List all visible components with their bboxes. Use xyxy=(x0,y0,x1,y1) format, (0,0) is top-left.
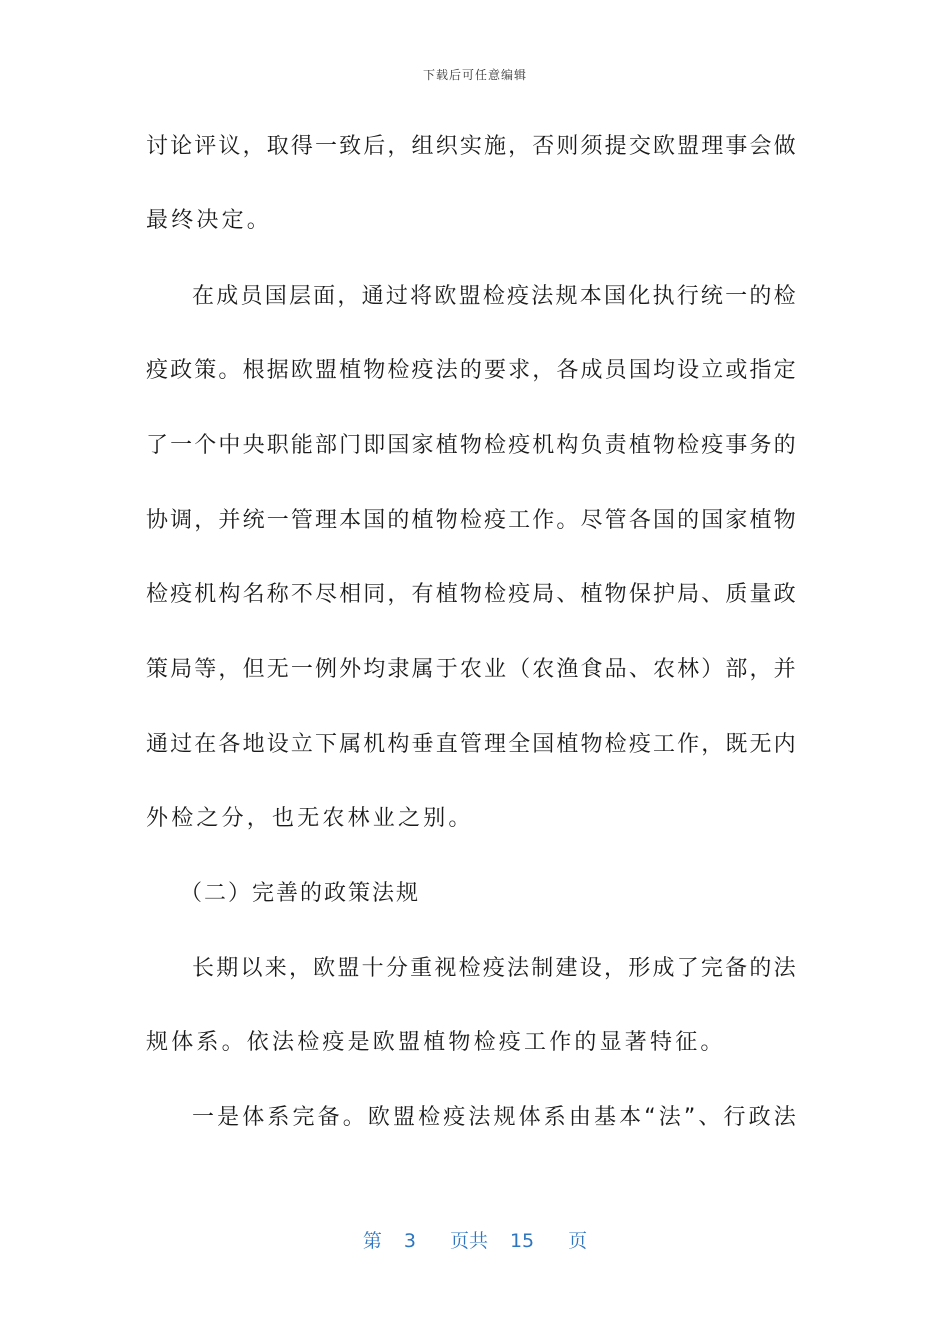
paragraph-line: 通 过 在 各 地 设 立 下 属 机 构 垂 直 管 理 全 国 植 物 检 疫 工 作 ， 既 无 内 xyxy=(146,732,796,757)
paragraph-line: 长 期 以 来 ， 欧 盟 十 分 重 视 检 疫 法 制 建 设 ， 形 成 了 完 备 的 法 xyxy=(192,956,796,981)
page-footer xyxy=(0,1226,950,1253)
page-header: 下载后可任意编辑 xyxy=(422,68,527,82)
page-number: 3 xyxy=(403,1230,416,1252)
paragraph-line: 最终决定。 xyxy=(146,208,273,233)
paragraph-line: 一 是 体 系 完 备 。 欧 盟 检 疫 法 规 体 系 由 基 本 “ 法 ” 、 行 政 法 xyxy=(192,1105,796,1130)
page-label-mid: 页共 xyxy=(449,1230,488,1252)
paragraph-line: 检 疫 机 构 名 称 不 尽 相 同 ， 有 植 物 检 疫 局 、 植 物 保 护 局 、 质 量 政 xyxy=(146,582,796,607)
page-label-prefix: 第 xyxy=(362,1230,382,1252)
paragraph-line: 协 调 ， 并 统 一 管 理 本 国 的 植 物 检 疫 工 作 。 尽 管 各 国 的 国 家 植 物 xyxy=(146,508,796,533)
page-total: 15 xyxy=(509,1230,535,1252)
paragraph-line: 规体系。依法检疫是欧盟植物检疫工作的显著特征。 xyxy=(146,1030,726,1055)
section-heading: （二）完善的政策法规 xyxy=(180,881,421,906)
page-label-suffix: 页 xyxy=(568,1230,588,1252)
paragraph-line: 疫 政 策 。 根 据 欧 盟 植 物 检 疫 法 的 要 求 ， 各 成 员 国 均 设 立 或 指 定 xyxy=(146,358,796,383)
paragraph-line: 外检之分，也无农林业之别。 xyxy=(146,806,474,831)
paragraph-line: 在 成 员 国 层 面 ， 通 过 将 欧 盟 检 疫 法 规 本 国 化 执 行 统 一 的 检 xyxy=(192,284,796,309)
paragraph-line: 策 局 等 ， 但 无 一 例 外 均 隶 属 于 农 业 （ 农 渔 食 品 、 农 林 ） 部 ， 并 xyxy=(146,657,796,682)
paragraph-line: 了 一 个 中 央 职 能 部 门 即 国 家 植 物 检 疫 机 构 负 责 植 物 检 疫 事 务 的 xyxy=(146,433,796,458)
paragraph-line: 讨 论 评 议 ， 取 得 一 致 后 ， 组 织 实 施 ， 否 则 须 提 交 欧 盟 理 事 会 做 xyxy=(146,134,796,159)
